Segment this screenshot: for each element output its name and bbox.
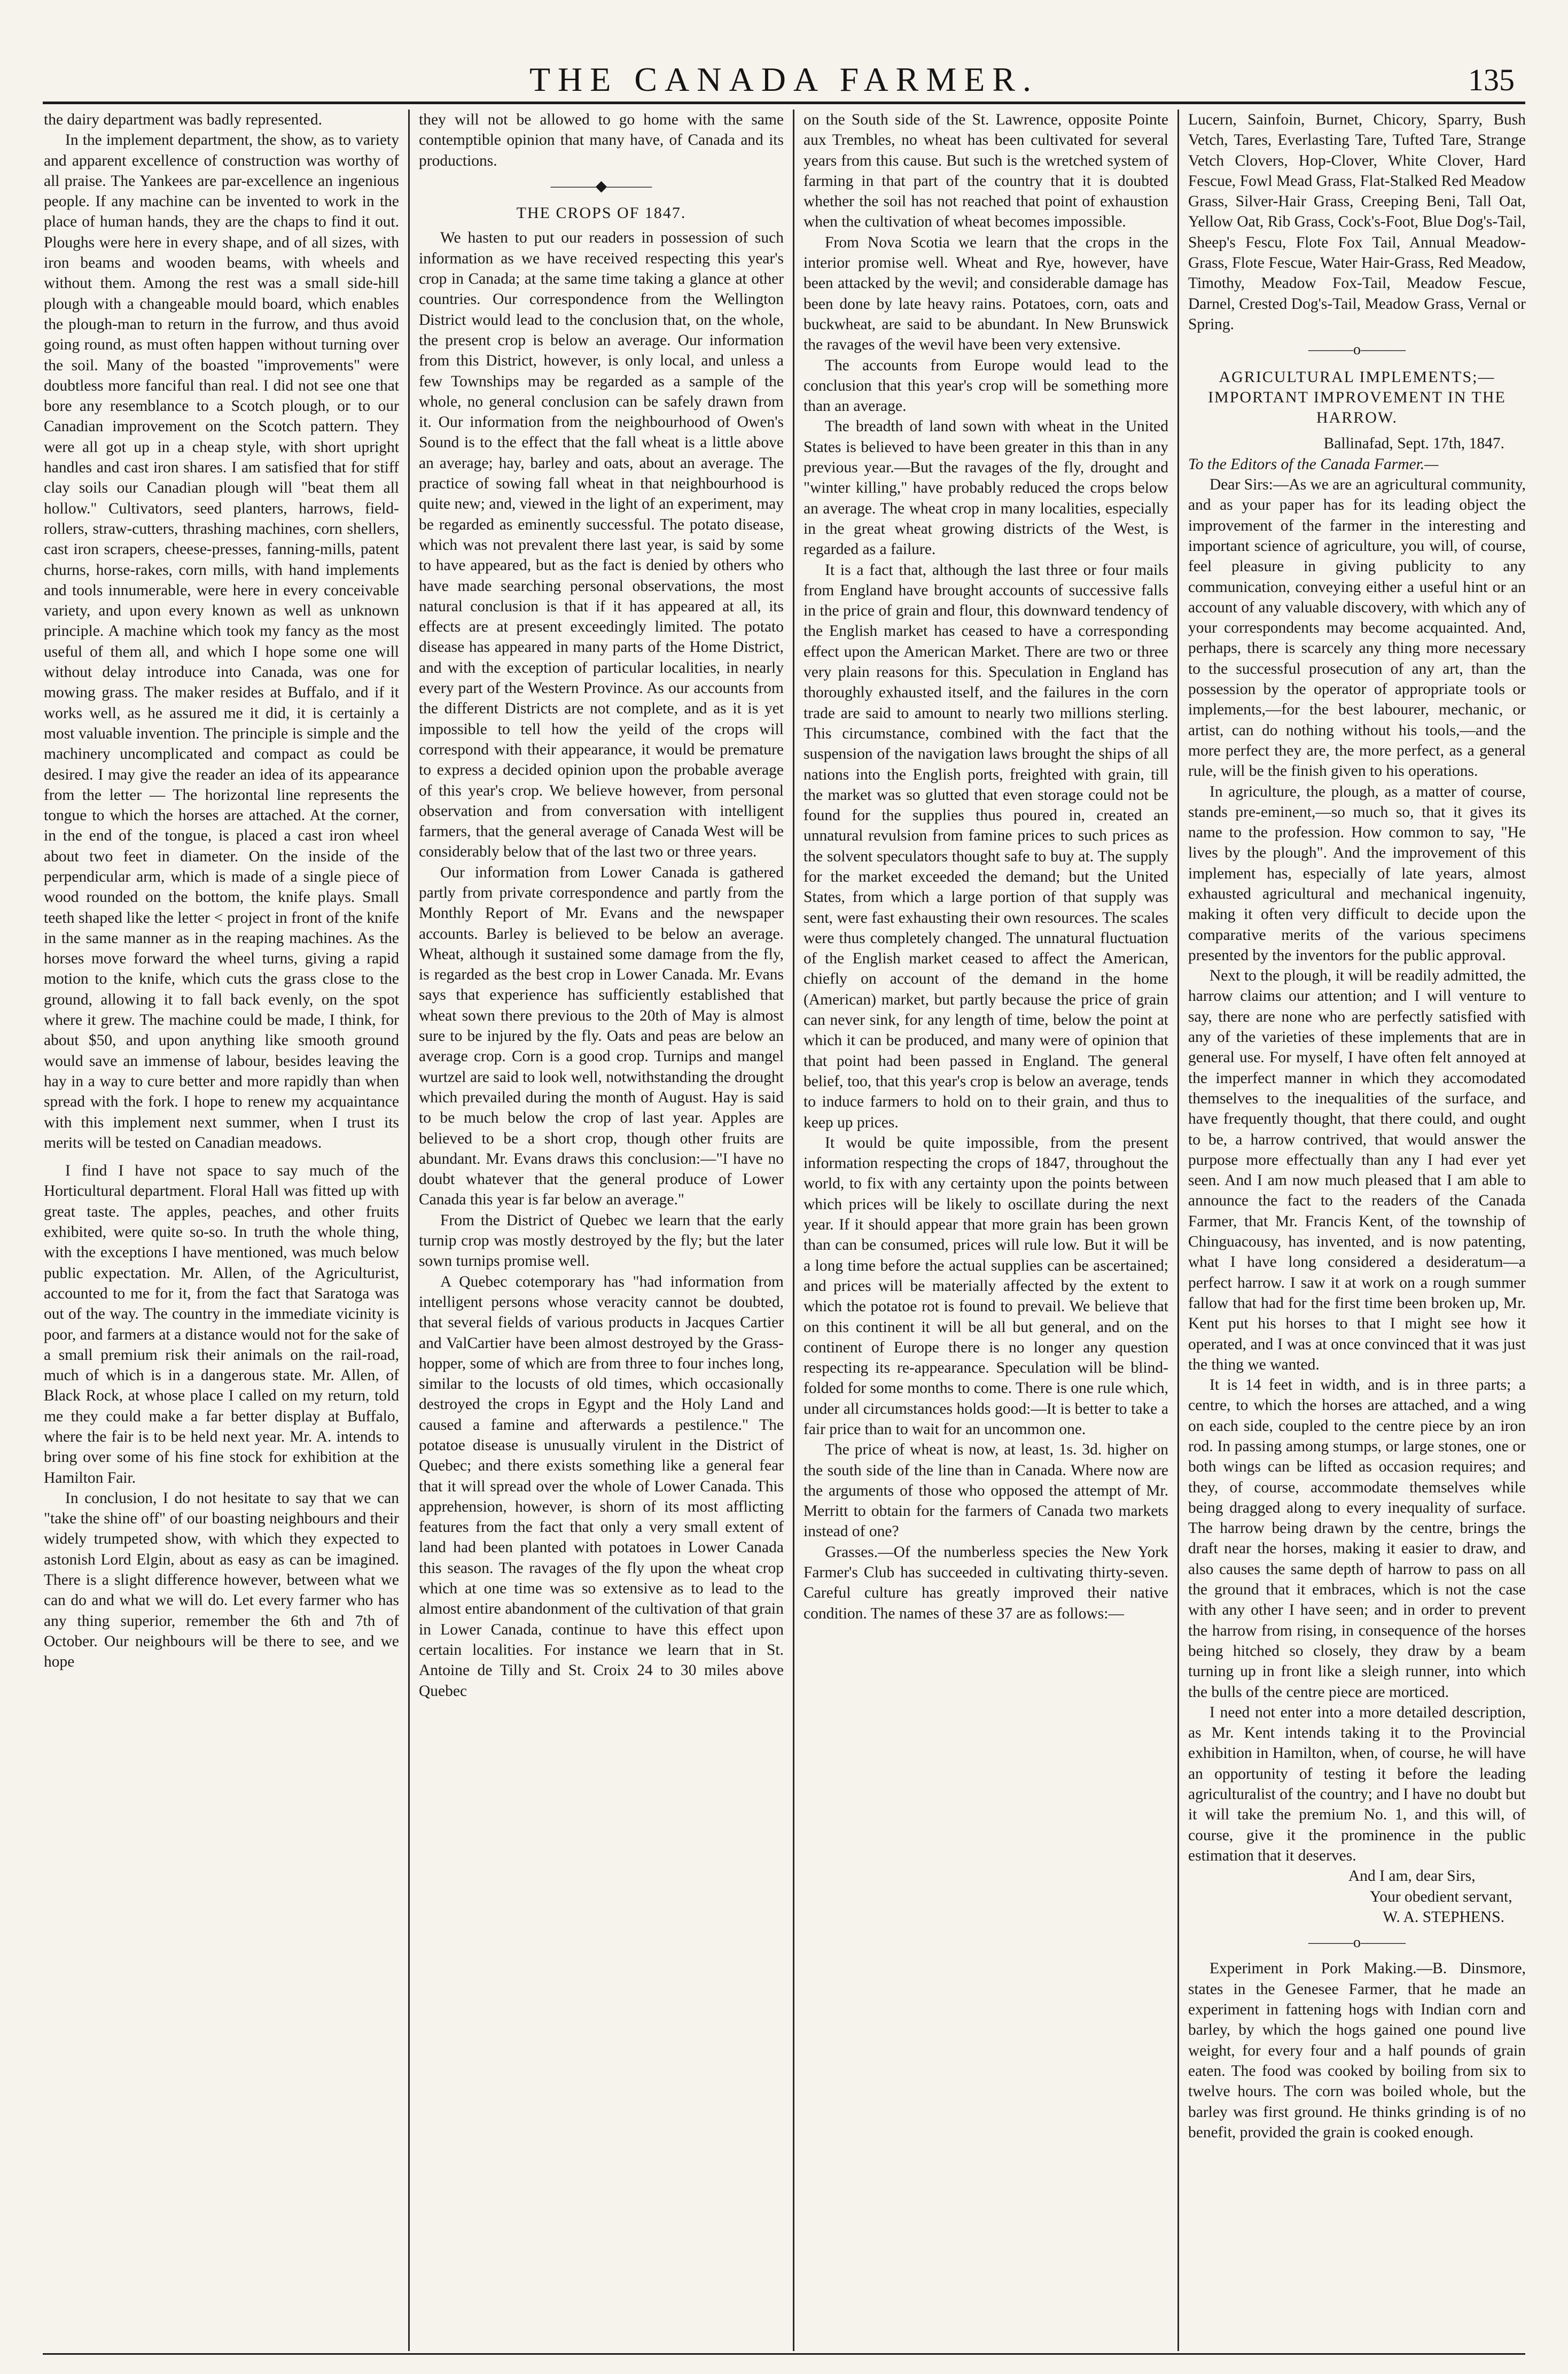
paragraph: In agriculture, the plough, as a matter of course, stands pre-eminent,—so much so, that it gives its name to the profession. How common to say, "He lives by the plough". And the improvement of this implement has, especially of late years, almost exhausted agricultural and mechanical ingenuity, making it often very difficult to decide upon the comparative merits of the various specimens presented by the inventors for the public approval. [1188, 783, 1526, 964]
paragraph: Our information from Lower Canada is gathered partly from private correspondence and partly from the Monthly Report of Mr. Evans and the newspaper accounts. Barley is believed to be below an average. Wheat, although it sustained some damage from the fly, is regarded as the best crop in Lower Canada. Mr. Evans says that experience has sufficiently established that wheat sown there previous to the 20th of May is almost sure to be injured by the fly. Oats and peas are below an average crop. Corn is a good crop. Turnips and mangel wurtzel are said to look well, notwithstanding the drought which prevailed during the month of August. Hay is said to be much below the crop of last year. Apples are believed to be a short crop, though other fruits are abundant. Mr. Evans draws this conclusion:—"I have no doubt whatever that the general produce of Lower Canada this year is far below an average." [419, 863, 784, 1209]
masthead [43, 60, 1525, 97]
ornament: ———o——— [1308, 341, 1406, 359]
column-divider [793, 110, 794, 2351]
ornament: ———◆——— [550, 177, 652, 194]
paragraph: From the District of Quebec we learn that the early turnip crop was mostly destroyed by the fly; but the later sown turnips promise well. [419, 1211, 784, 1270]
paragraph: Grasses.—Of the numberless species the New York Farmer's Club has succeeded in cultivating thirty-seven. Careful culture has greatly improved their native condition. The names of these 37 are as follows:— [803, 1543, 1168, 1622]
paragraph: In conclusion, I do not hesitate to say that we can "take the shine off" of our boasting neighbours and their widely trumpeted show, with which they expected to astonish Lord Elgin, about as easy as can be imagined. There is a slight difference however, between what we can do and what we will do. Let every farmer who has any thing superior, remember the 6th and 7th of October. Our neighbours will be there to see, and we hope [44, 1489, 399, 1671]
paragraph: A Quebec cotemporary has "had information from intelligent persons whose veracity cannot be doubted, that several fields of various products in Jacques Cartier and ValCartier have been almost destroyed by the Grass-hopper, some of which are from three to four inches long, similar to the locusts of old times, which occasionally destroyed the crops in Egypt and the Holy Land and caused a famine and afterwards a pestilence." The potatoe disease is unusually virulent in the District of Quebec; and there exists something like a general fear that it will spread over the whole of Lower Canada. This apprehension, however, is shorn of its most afflicting features from the fact that only a very small extent of land had been planted with potatoes in Lower Canada this season. The ravages of the fly upon the wheat crop which at one time was so extensive as to lead to the almost entire abandonment of the cultivation of that grain in Lower Canada, continue to have this effect upon certain localities. For instance we learn that in St. Antoine de Tilly and St. Croix 24 to 30 miles above Quebec [419, 1273, 784, 1700]
column-1 [44, 110, 399, 2351]
paragraph: The accounts from Europe would lead to the conclusion that this year's crop will be something more than an average. [803, 356, 1168, 415]
ornament: ———o——— [1308, 1934, 1406, 1951]
paragraph: I find I have not space to say much of the Horticultural department. Floral Hall was fitted up with great taste. The apples, peaches, and other fruits exhibited, were quite so-so. In truth the whole thing, with the exceptions I have mentioned, was much below public expectation. Mr. Allen, of the Agriculturist, accounted to me for it, from the fact that Saratoga was out of the way. The country in the immediate vicinity is poor, and farmers at a distance would not for the sake of a small premium risk their animals on the rail-road, much of which is in a dangerous state. Mr. Allen, of Black Rock, at whose place I called on my return, told me they could make a far better display at Buffalo, where the fair is to be held next year. Mr. A. intends to bring over some of his fine stock for exhibition at the Hamilton Fair. [44, 1162, 399, 1486]
paragraph: From Nova Scotia we learn that the crops in the interior promise well. Wheat and Rye, however, have been attacked by the wevil; and considerable damage has been done by late heavy rains. Potatoes, corn, oats and buckwheat, are said to be abundant. In New Brunswick the ravages of the wevil have been very extensive. [803, 233, 1168, 354]
paragraph: on the South side of the St. Lawrence, opposite Pointe aux Trembles, no wheat has been cultivated for several years from this cause. But such is the wretched system of farming in that part of the country that it is doubted whether the soil has not reached that point of exhaustion when the cultivation of wheat becomes impossible. [803, 111, 1168, 231]
paragraph: Experiment in Pork Making.—B. Dinsmore, states in the Genesee Farmer, that he made an experiment in fattening hogs with Indian corn and barley, by which the hogs gained one pound live weight, for every four and a half pounds of grain eaten. The food was cooked by boiling from six to twelve hours. The corn was boiled whole, but the barley was first ground. He thinks grinding is of no benefit, provided the grain is cooked enough. [1188, 1960, 1526, 2141]
column-4 [1188, 110, 1526, 2351]
letter-salutation: To the Editors of the Canada Farmer.— [1188, 455, 1439, 473]
article-heading: THE CROPS OF 1847. [516, 204, 687, 222]
column-2 [419, 110, 784, 2351]
letter-dateline: Ballinafad, Sept. 17th, 1847. [1323, 435, 1504, 453]
column-divider [1177, 110, 1179, 2351]
paragraph: I need not enter into a more detailed description, as Mr. Kent intends taking it to the Provincial exhibition in Hamilton, when, of course, he will have an opportunity of testing it before the leading agriculturalist of the country; and I have no doubt but it will take the premium No. 1, and this will, of course, give it the prominence in the public estimation that it deserves. [1188, 1703, 1526, 1864]
paragraph: We hasten to put our readers in possession of such information as we have received respecting this year's crop in Canada; at the same time taking a glance at other countries. Our correspondence from the Wellington District would lead to the conclusion that, on the whole, the present crop is below an average. Our information from this District, however, is only local, and unless a few Townships may be regarded as a sample of the whole, no general conclusion can be safely drawn from it. Our information from the neighbourhood of Owen's Sound is to the effect that the fall wheat is a little above an average; hay, barley and oats, about an average. The practice of sowing fall wheat in that neighbourhood is quite new; and, viewed in the light of an experiment, may be regarded as eminently successful. The potato disease, which was not prevalent there last year, is said by some to have appeared, but as the fact is denied by others who have made searching personal observations, the most natural conclusion is that if it has appeared at all, its effects are at present exceedingly limited. The potato disease has appeared in many parts of the Home District, and with the exception of particular localities, in nearly every part of the Western Province. As our accounts from the different Districts are not complete, and as it is yet impossible to tell how the yeild of the crops will correspond with their appearance, it would be premature to express a decided opinion upon the probable average of this year's crop. We believe however, from personal observation and from conversation with intelligent farmers, that the general average of Canada West will be considerably below that of the last two or three years. [419, 229, 784, 861]
paragraph: It would be quite impossible, from the present information respecting the crops of 1847, throughout the world, to fix with any certainty upon the points between which prices will be likely to oscillate during the next year. If it should appear that more grain has been grown than can be consumed, prices will rule low. But it will be a long time before the actual supplies can be ascertained; and prices will be materially affected by the extent to which the potatoe rot is found to prevail. We believe that on this continent it will be all but general, and on the continent of Europe there is no longer any question respecting its re-appearance. Speculation will be blind-folded for some months to come. There is one rule which, under all circumstances holds good:—It is better to take a fair price than to wait for an uncommon one. [803, 1134, 1168, 1438]
paragraph: The price of wheat is now, at least, 1s. 3d. higher on the south side of the line than in Canada. Where now are the arguments of those who opposed the attempt of Mr. Merritt to obtain for the farmers of Canada two markets instead of one? [803, 1441, 1168, 1540]
newspaper-title: THE CANADA FARMER. [529, 60, 1039, 98]
paragraph: It is a fact that, although the last three or four mails from England have brought accounts of successive falls in the price of grain and flour, this downward tendency of the English market has ceased to have a corresponding effect upon the American Market. There are two or three very plain reasons for this. Speculation in England has thoroughly exhausted itself, and the failures in the corn trade are said to amount to nearly two millions sterling. This circumstance, combined with the fact that the suspension of the navigation laws brought the ships of all nations into the English ports, freighted with grain, till the market was so glutted that even storage could not be found for the supplies thus poured in, created an unnatural revulsion from famine prices to such prices as the solvent speculators thought safe to buy at. The supply for the market exceeded the demand; but the United States, from which a large portion of that supply was sent, were fast exhausting their own resources. The scales were thus completely changed. The unnatural fluctuation of the English market ceased to affect the American, chiefly on account of the demand in the home (American) market, but partly because the price of grain can never sink, for any length of time, below the point at which it can be produced, and many were of opinion that that point had been passed in England. The general belief, too, that this year's crop is below an average, tends to induce farmers to hold on to their grain, and thus to keep up prices. [803, 561, 1168, 1131]
page-number: 135 [1468, 63, 1515, 97]
column-3 [803, 110, 1168, 2351]
letter-signature: W. A. STEPHENS. [1383, 1908, 1504, 1926]
paragraph: Next to the plough, it will be readily admitted, the harrow claims our attention; and I will venture to say, there are none who are perfectly satisfied with any of the varieties of these implements that are in general use. For myself, I have often felt annoyed at the imperfect manner in which they accomodated themselves to the inequalities of the surface, and have frequently thought, that there could, and ought to be, a harrow contrived, that would answer the purpose more effectually than any I had ever yet seen. And I am now much pleased that I am able to announce the fact to the readers of the Canada Farmer, that Mr. Francis Kent, of the township of Chinguacousy, has invented, and is now patenting, what I have long considered a desideratum—a perfect harrow. I saw it at work on a rough summer fallow that had for the first time been broken up, Mr. Kent put his horses to that I might see how it operated, and I was at once convinced that it was just the thing we wanted. [1188, 967, 1526, 1373]
paragraph: the dairy department was badly represented. [44, 111, 322, 128]
letter-closing: And I am, dear Sirs, [1348, 1867, 1476, 1885]
paragraph: they will not be allowed to go home with the same contemptible opinion that many have, of Canada and its productions. [419, 111, 784, 169]
letter-closing: Your obedient servant, [1370, 1888, 1512, 1905]
header-rule [43, 102, 1525, 104]
paragraph: The breadth of land sown with wheat in the United States is believed to have been greater in this than in any previous year.—But the ravages of the fly, drought and "winter killing," have probably reduced the crops below an average. The wheat crop in many localities, especially in the great wheat growing districts of the West, is regarded as a failure. [803, 418, 1168, 558]
paragraph: It is 14 feet in width, and is in three parts; a centre, to which the horses are attached, and a wing on each side, coupled to the centre piece by an iron rod. In passing among stumps, or large stones, one or both wings can be lifted as occasion requires; and they, of course, accommodate themselves while being dragged along to every inequality of surface. The harrow being drawn by the centre, brings the draft near the horses, making it easier to draw, and also causes the same depth of harrow to pass on all the ground that it embraces, which is not the case with any other I have seen; and in order to prevent the harrow from rising, in consequence of the horses being hitched so closely, they draw by a beam turning up in front like a sleigh runner, into which the bulls of the centre piece are morticed. [1188, 1376, 1526, 1701]
footer-rule [43, 2353, 1525, 2355]
paragraph: In the implement department, the show, as to variety and apparent excellence of construction was worthy of all praise. The Yankees are par-excellence an ingenious people. If any machine can be invented to work in the place of human hands, they are the chaps to find it out. Ploughs were here in every shape, and of all sizes, with iron beams and wooden beams, with wheels and without them. Among the rest was a small side-hill plough with a changeable mould board, which enables the plough-man to return in the furrow, and thus avoid going round, as must often happen without turning over the soil. Many of the boasted "improvements" were doubtless more fanciful than real. I did not see one that bore any resemblance to a Scotch plough, or to our Canadian improvement on the Scotch pattern. They were all got up in a cheap style, with short upright handles and cast iron shares. I am satisfied that for stiff clay soils our Canadian plough will "beat them all hollow." Cultivators, seed planters, harrows, field-rollers, straw-cutters, thrashing machines, corn shellers, cast iron scrapers, cheese-presses, fanning-mills, patent churns, horse-rakes, corn mills, with hand implements and tools innumerable, were here in every conceivable variety, and upon every known as well as unknown principle. A machine which took my fancy as the most useful of them all, and which I hope some one will without delay introduce into Canada, was one for mowing grass. The maker resides at Buffalo, and if it works well, as he assured me it did, it is certainly a most valuable invention. The principle is simple and the machinery uncomplicated and compact as could be desired. I may give the reader an idea of its appearance from the letter — The horizontal line represents the tongue to which the horses are attached. At the corner, in the end of the tongue, is placed a cast iron wheel about two feet in diameter. On the inside of the perpendicular arm, which is made of a single piece of wood rounded on the bottom, the knife plays. Small teeth shaped like the letter < project in front of the knife in the same manner as in the reaping machines. As the horses move forward the wheel turns, giving a rapid motion to the knife, which cuts the grass close to the ground, allowing it to fall back evenly, on the spot where it grew. The machine could be made, I think, for about $50, and upon anything like smooth ground would save an immense of labour, besides leaving the hay in a way to cure better and more rapidly than when spread with the fork. I hope to renew my acquaintance with this implement next summer, when I trust its merits will be tested on Canadian meadows. [44, 131, 399, 1151]
paragraph: Lucern, Sainfoin, Burnet, Chicory, Sparry, Bush Vetch, Tares, Everlasting Tare, Tufted Tare, Strange Vetch Clovers, Hop-Clover, White Clover, Hard Fescue, Fowl Mead Grass, Flat-Stalked Red Meadow Grass, Silver-Hair Grass, Creeping Beni, Tall Oat, Yellow Oat, Rib Grass, Cock's-Foot, Blue Dog's-Tail, Sheep's Fescu, Flote Fox Tail, Annual Meadow-Grass, Flote Fescue, Water Hair-Grass, Red Meadow, Timothy, Meadow Fox-Tail, Meadow Fescue, Darnel, Crested Dog's-Tail, Meadow Grass, Vernal or Spring. [1188, 111, 1526, 333]
article-heading: AGRICULTURAL IMPLEMENTS;—IMPORTANT IMPROVEMENT IN THE HARROW. [1208, 368, 1506, 427]
paragraph: Dear Sirs:—As we are an agricultural community, and as your paper has for its leading object the improvement of the farmer in the interesting and important science of agriculture, you will, of course, feel pleasure in giving publicity to any communication, conveying either a useful hint or an account of any valuable discovery, with which any of your correspondents may become acquainted. And, perhaps, there is scarcely any thing more necessary to the successful prosecution of any art, than the possession by the operator of appropriate tools or implements,—for the best labourer, mechanic, or artist, can do nothing without his tools,—and the more perfect they are, the more perfect, as a general rule, will be the finish given to his operations. [1188, 476, 1526, 780]
column-divider [408, 110, 410, 2351]
